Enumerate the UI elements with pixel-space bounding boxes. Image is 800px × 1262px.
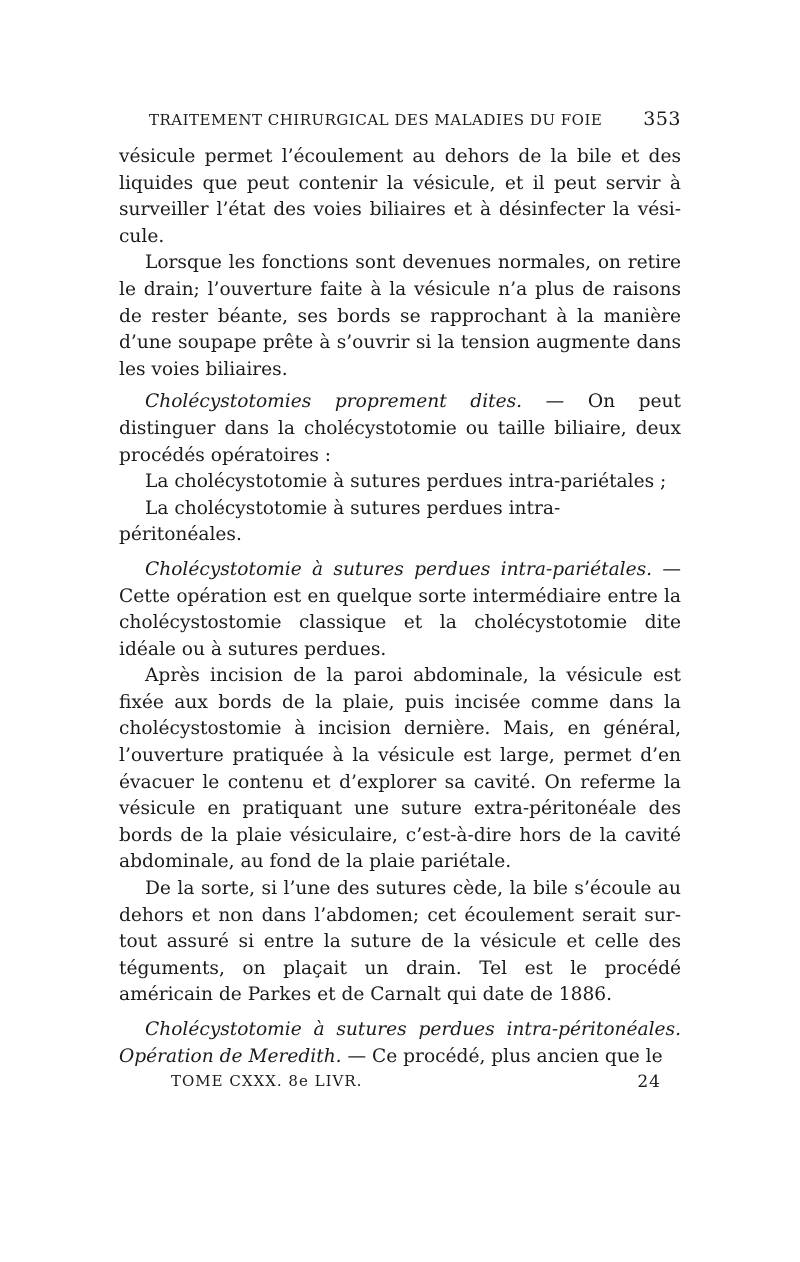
paragraph-cholecystotomies xyxy=(119,389,681,469)
running-title: TRAITEMENT CHIRURGICAL DES MALADIES DU FOIE xyxy=(149,111,603,129)
section-heading: Cholécystotomie à sutures perdues intra-péritonéales. Opération de Meredith. xyxy=(119,1019,681,1067)
book-page xyxy=(119,108,681,1092)
paragraph: Après incision de la paroi abdominale, la vésicule est fixée aux bords de la plaie, puis incisée comme dans la cholécystostomie à incision dernière. Mais, en général, l’ouverture pratiquée à la vésicule est large, permet d’en évacuer le contenu et d’explorer sa cavité. On referme la vésicule en pratiquant une suture extra-péritonéale des bords de la plaie vésiculaire, c’est-à-dire hors de la cavité abdominale, au fond de la plaie pariétale. xyxy=(119,665,681,873)
section-heading: Cholécystotomies proprement dites. xyxy=(145,391,523,413)
volume-line: TOME CXXX. 8e LIVR. xyxy=(171,1072,363,1090)
page-number: 353 xyxy=(643,108,681,130)
paragraph-continuation: vésicule permet l’écoulement au dehors de la bile et des liquides que peut contenir la vésicule, et il peut servir à surveiller l’état des voies biliaires et à désinfecter la vésicule. xyxy=(119,146,681,247)
paragraph-intra-peritoneales xyxy=(119,1017,681,1070)
paragraph-text: — Cette opération est en quelque sorte intermédiaire entre la cholécystostomie classique et la cholécystotomie dite idéale ou à sutures perdues. xyxy=(119,558,681,660)
list-item: La cholécystotomie à sutures perdues intra-pariétales ; xyxy=(145,471,667,493)
paragraph-intra-parietales xyxy=(119,557,681,663)
page-footer xyxy=(171,1072,661,1092)
list-item: La cholécystotomie à sutures perdues intra-péritonéales. xyxy=(119,497,561,546)
paragraph-text: — On peut distinguer dans la cholécystotomie ou taille biliaire, deux procédés opératoires : xyxy=(119,391,681,466)
signature-mark: 24 xyxy=(637,1072,661,1092)
paragraph-text: — Ce procédé, plus ancien que le xyxy=(341,1045,663,1067)
paragraph: Lorsque les fonctions sont devenues normales, on retire le drain; l’ouverture faite à la vésicule n’a plus de raisons de rester béante, ses bords se rapprochant à la manière d’une soupape prête à s’ouvrir si la tension augmente dans les voies biliaires. xyxy=(119,252,681,380)
paragraph: De la sorte, si l’une des sutures cède, la bile s’écoule au dehors et non dans l’abdomen; cet écoulement serait surtout assuré si entre la suture de la vésicule et celle des téguments, on plaçait un drain. Tel est le procédé américain de Parkes et de Carnalt qui date de 1886. xyxy=(119,878,681,1006)
section-heading: Cholécystotomie à sutures perdues intra-pariétales. xyxy=(145,558,653,580)
body-text xyxy=(119,144,681,1070)
running-head xyxy=(119,108,681,144)
